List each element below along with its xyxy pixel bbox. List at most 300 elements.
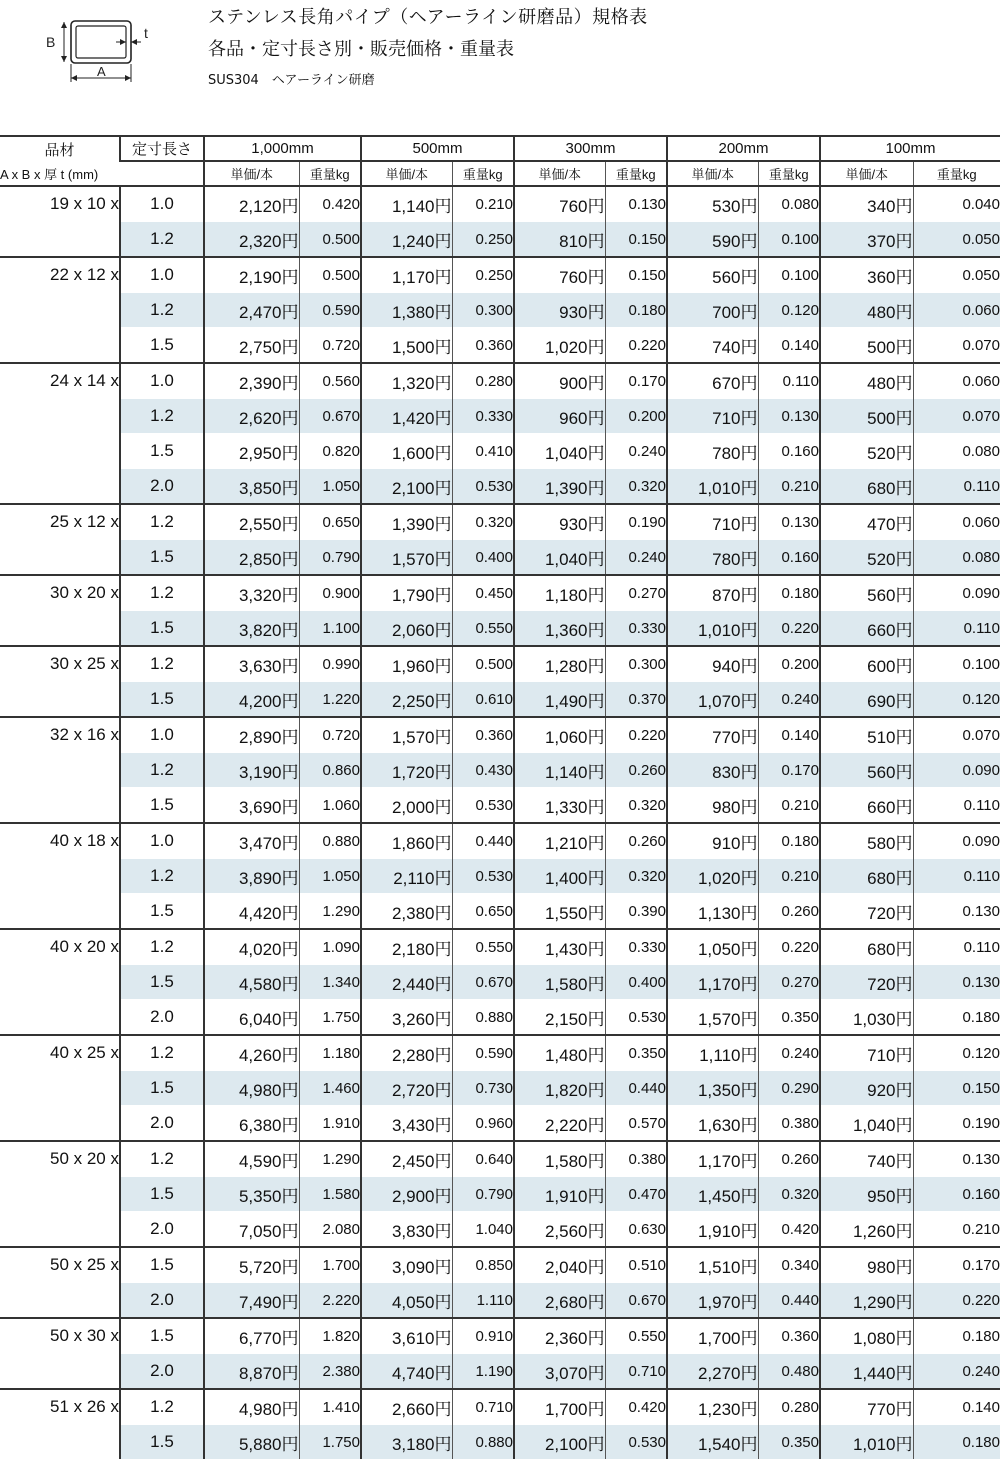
weight-cell: 0.370: [605, 682, 667, 718]
table-row: [0, 788, 1000, 824]
weight-cell: 0.130: [758, 399, 820, 434]
weight-cell: 0.820: [299, 434, 361, 469]
weight-cell: 0.720: [299, 717, 361, 753]
table-row: [0, 257, 1000, 293]
col-material-header: 品材: [0, 136, 120, 161]
table-row: [0, 504, 1000, 540]
weight-cell: 1.580: [299, 1177, 361, 1212]
table-row: [0, 1141, 1000, 1177]
weight-cell: 0.360: [452, 717, 514, 753]
price-cell: 1,480円: [514, 1035, 605, 1071]
thickness-cell: 1.2: [120, 293, 204, 328]
price-cell: 680円: [820, 859, 913, 894]
price-header: 単価/本: [204, 161, 299, 186]
thickness-cell: 2.0: [120, 1354, 204, 1390]
price-cell: 3,180円: [361, 1425, 452, 1460]
weight-cell: 0.100: [913, 646, 1000, 682]
weight-cell: 0.990: [299, 646, 361, 682]
weight-cell: 0.550: [452, 611, 514, 647]
weight-cell: 0.140: [758, 717, 820, 753]
weight-cell: 1.410: [299, 1389, 361, 1425]
price-cell: 1,170円: [667, 965, 758, 1000]
price-cell: 1,130円: [667, 894, 758, 930]
table-row: [0, 434, 1000, 469]
weight-cell: 0.320: [605, 788, 667, 824]
price-cell: 2,110円: [361, 859, 452, 894]
price-cell: 930円: [514, 504, 605, 540]
price-cell: 4,980円: [204, 1071, 299, 1106]
weight-cell: 0.330: [605, 929, 667, 965]
weight-cell: 0.400: [452, 540, 514, 576]
weight-cell: 0.160: [913, 1177, 1000, 1212]
price-cell: 8,870円: [204, 1354, 299, 1390]
table-row: [0, 1354, 1000, 1390]
price-cell: 950円: [820, 1177, 913, 1212]
weight-cell: 1.910: [299, 1106, 361, 1142]
weight-cell: 0.240: [913, 1354, 1000, 1390]
weight-cell: 0.130: [913, 894, 1000, 930]
header-row-lengths: [0, 136, 1000, 161]
price-cell: 480円: [820, 363, 913, 399]
weight-cell: 0.160: [758, 434, 820, 469]
weight-cell: 1.460: [299, 1071, 361, 1106]
price-cell: 2,850円: [204, 540, 299, 576]
weight-cell: 0.470: [605, 1177, 667, 1212]
price-cell: 910円: [667, 823, 758, 859]
thickness-cell: 1.5: [120, 540, 204, 576]
price-cell: 810円: [514, 222, 605, 258]
weight-cell: 1.820: [299, 1318, 361, 1354]
material-note: SUS304 ヘアーライン研磨: [208, 73, 375, 88]
size-cell: 50 x 30 x: [0, 1318, 120, 1354]
price-cell: 1,020円: [667, 859, 758, 894]
weight-cell: 0.150: [605, 222, 667, 258]
price-cell: 1,570円: [667, 1000, 758, 1036]
size-cell: [0, 293, 120, 328]
weight-cell: 0.530: [452, 859, 514, 894]
price-cell: 3,890円: [204, 859, 299, 894]
weight-cell: 0.500: [299, 222, 361, 258]
price-cell: 580円: [820, 823, 913, 859]
table-row: [0, 1425, 1000, 1460]
length-header: 200mm: [667, 136, 820, 161]
price-cell: 1,040円: [514, 540, 605, 576]
price-cell: 690円: [820, 682, 913, 718]
thickness-cell: 1.2: [120, 1389, 204, 1425]
price-cell: 1,700円: [667, 1318, 758, 1354]
thickness-cell: 2.0: [120, 1000, 204, 1036]
size-cell: 40 x 25 x: [0, 1035, 120, 1071]
weight-cell: 0.280: [758, 1389, 820, 1425]
weight-cell: 0.130: [758, 504, 820, 540]
weight-cell: 2.220: [299, 1283, 361, 1319]
weight-cell: 0.240: [758, 682, 820, 718]
table-row: [0, 1389, 1000, 1425]
table-row: [0, 1318, 1000, 1354]
price-cell: 2,100円: [514, 1425, 605, 1460]
weight-cell: 0.130: [913, 965, 1000, 1000]
weight-cell: 0.910: [452, 1318, 514, 1354]
weight-cell: 0.220: [605, 717, 667, 753]
price-cell: 560円: [667, 257, 758, 293]
weight-cell: 0.530: [605, 1425, 667, 1460]
weight-cell: 0.170: [913, 1247, 1000, 1283]
weight-cell: 0.040: [913, 186, 1000, 222]
table-row: [0, 222, 1000, 258]
price-cell: 1,240円: [361, 222, 452, 258]
price-cell: 2,120円: [204, 186, 299, 222]
thickness-cell: 1.2: [120, 575, 204, 611]
price-cell: 5,720円: [204, 1247, 299, 1283]
price-cell: 1,420円: [361, 399, 452, 434]
weight-cell: 0.330: [452, 399, 514, 434]
weight-cell: 1.040: [452, 1212, 514, 1248]
table-row: [0, 894, 1000, 930]
weight-cell: 0.210: [452, 186, 514, 222]
weight-cell: 1.050: [299, 469, 361, 505]
price-cell: 720円: [820, 965, 913, 1000]
price-cell: 4,020円: [204, 929, 299, 965]
weight-cell: 0.630: [605, 1212, 667, 1248]
weight-cell: 0.350: [758, 1425, 820, 1460]
price-cell: 740円: [820, 1141, 913, 1177]
weight-cell: 0.240: [605, 434, 667, 469]
thickness-cell: 1.0: [120, 823, 204, 859]
weight-cell: 0.430: [452, 753, 514, 788]
price-cell: 520円: [820, 434, 913, 469]
weight-cell: 0.610: [452, 682, 514, 718]
thickness-cell: 1.0: [120, 363, 204, 399]
price-cell: 480円: [820, 293, 913, 328]
table-row: [0, 1283, 1000, 1319]
spec-table: [0, 135, 1000, 1459]
table-row: [0, 1212, 1000, 1248]
weight-header: 重量kg: [605, 161, 667, 186]
weight-cell: 0.130: [605, 186, 667, 222]
weight-cell: 0.270: [605, 575, 667, 611]
price-cell: 1,320円: [361, 363, 452, 399]
page-title: ステンレス長角パイプ（ヘアーライン研磨品）規格表: [208, 7, 648, 28]
price-cell: 4,200円: [204, 682, 299, 718]
weight-cell: 0.070: [913, 328, 1000, 364]
price-cell: 1,350円: [667, 1071, 758, 1106]
price-cell: 2,100円: [361, 469, 452, 505]
price-cell: 6,040円: [204, 1000, 299, 1036]
table-row: [0, 469, 1000, 505]
price-cell: 2,220円: [514, 1106, 605, 1142]
price-cell: 2,900円: [361, 1177, 452, 1212]
price-cell: 4,980円: [204, 1389, 299, 1425]
price-header: 単価/本: [514, 161, 605, 186]
size-cell: 24 x 14 x: [0, 363, 120, 399]
price-cell: 1,050円: [667, 929, 758, 965]
price-cell: 1,080円: [820, 1318, 913, 1354]
weight-cell: 0.880: [452, 1000, 514, 1036]
weight-cell: 0.090: [913, 575, 1000, 611]
weight-cell: 1.290: [299, 894, 361, 930]
thickness-cell: 1.2: [120, 859, 204, 894]
weight-cell: 0.170: [605, 363, 667, 399]
weight-cell: 0.110: [913, 469, 1000, 505]
weight-cell: 0.130: [913, 1141, 1000, 1177]
size-cell: [0, 1106, 120, 1142]
price-cell: 740円: [667, 328, 758, 364]
price-cell: 500円: [820, 399, 913, 434]
thickness-cell: 1.5: [120, 894, 204, 930]
weight-cell: 0.790: [299, 540, 361, 576]
weight-cell: 0.200: [758, 646, 820, 682]
weight-cell: 0.320: [605, 859, 667, 894]
weight-cell: 1.750: [299, 1425, 361, 1460]
weight-cell: 1.180: [299, 1035, 361, 1071]
price-cell: 1,910円: [667, 1212, 758, 1248]
weight-cell: 0.210: [758, 788, 820, 824]
price-cell: 1,600円: [361, 434, 452, 469]
weight-cell: 0.060: [913, 504, 1000, 540]
price-cell: 1,360円: [514, 611, 605, 647]
table-row: [0, 611, 1000, 647]
weight-cell: 0.070: [913, 399, 1000, 434]
weight-cell: 1.190: [452, 1354, 514, 1390]
size-cell: [0, 1212, 120, 1248]
price-cell: 1,630円: [667, 1106, 758, 1142]
price-cell: 930円: [514, 293, 605, 328]
weight-cell: 0.530: [605, 1000, 667, 1036]
price-cell: 1,140円: [361, 186, 452, 222]
price-cell: 1,970円: [667, 1283, 758, 1319]
price-cell: 2,890円: [204, 717, 299, 753]
thickness-cell: 1.2: [120, 646, 204, 682]
price-cell: 920円: [820, 1071, 913, 1106]
price-cell: 2,040円: [514, 1247, 605, 1283]
price-cell: 1,400円: [514, 859, 605, 894]
weight-cell: 0.150: [913, 1071, 1000, 1106]
weight-cell: 0.080: [913, 540, 1000, 576]
size-cell: 22 x 12 x: [0, 257, 120, 293]
price-cell: 1,280円: [514, 646, 605, 682]
weight-cell: 0.570: [605, 1106, 667, 1142]
price-cell: 4,590円: [204, 1141, 299, 1177]
size-cell: 50 x 25 x: [0, 1247, 120, 1283]
weight-header: 重量kg: [452, 161, 514, 186]
price-cell: 4,420円: [204, 894, 299, 930]
thickness-cell: 1.5: [120, 965, 204, 1000]
price-cell: 6,770円: [204, 1318, 299, 1354]
table-row: [0, 540, 1000, 576]
price-cell: 2,750円: [204, 328, 299, 364]
price-cell: 3,070円: [514, 1354, 605, 1390]
weight-cell: 0.290: [758, 1071, 820, 1106]
price-cell: 2,720円: [361, 1071, 452, 1106]
weight-cell: 0.360: [452, 328, 514, 364]
weight-cell: 0.650: [299, 504, 361, 540]
weight-cell: 0.400: [605, 965, 667, 1000]
weight-cell: 0.500: [452, 646, 514, 682]
price-cell: 560円: [820, 575, 913, 611]
price-cell: 1,390円: [361, 504, 452, 540]
weight-cell: 1.290: [299, 1141, 361, 1177]
price-cell: 2,560円: [514, 1212, 605, 1248]
weight-cell: 0.560: [299, 363, 361, 399]
price-cell: 2,440円: [361, 965, 452, 1000]
price-cell: 830円: [667, 753, 758, 788]
weight-cell: 0.260: [758, 1141, 820, 1177]
price-cell: 2,380円: [361, 894, 452, 930]
price-cell: 1,720円: [361, 753, 452, 788]
price-cell: 3,470円: [204, 823, 299, 859]
weight-cell: 1.090: [299, 929, 361, 965]
price-cell: 2,950円: [204, 434, 299, 469]
weight-cell: 1.340: [299, 965, 361, 1000]
price-cell: 4,740円: [361, 1354, 452, 1390]
price-cell: 5,350円: [204, 1177, 299, 1212]
thickness-cell: 1.0: [120, 717, 204, 753]
table-row: [0, 1000, 1000, 1036]
header-row-units: [0, 161, 1000, 186]
weight-cell: 2.380: [299, 1354, 361, 1390]
weight-cell: 0.420: [605, 1389, 667, 1425]
weight-cell: 0.120: [913, 682, 1000, 718]
weight-cell: 0.530: [452, 469, 514, 505]
size-cell: [0, 1354, 120, 1390]
price-cell: 520円: [820, 540, 913, 576]
weight-cell: 0.260: [605, 823, 667, 859]
price-cell: 2,550円: [204, 504, 299, 540]
price-cell: 1,230円: [667, 1389, 758, 1425]
size-cell: 30 x 20 x: [0, 575, 120, 611]
weight-cell: 0.060: [913, 363, 1000, 399]
price-cell: 2,150円: [514, 1000, 605, 1036]
price-cell: 780円: [667, 434, 758, 469]
price-header: 単価/本: [820, 161, 913, 186]
price-cell: 980円: [667, 788, 758, 824]
weight-cell: 0.210: [913, 1212, 1000, 1248]
weight-cell: 0.360: [758, 1318, 820, 1354]
price-cell: 1,140円: [514, 753, 605, 788]
weight-cell: 0.100: [758, 222, 820, 258]
thickness-cell: 1.2: [120, 399, 204, 434]
price-cell: 1,060円: [514, 717, 605, 753]
price-cell: 370円: [820, 222, 913, 258]
price-cell: 560円: [820, 753, 913, 788]
price-cell: 360円: [820, 257, 913, 293]
table-row: [0, 1071, 1000, 1106]
price-cell: 530円: [667, 186, 758, 222]
table-row: [0, 965, 1000, 1000]
table-row: [0, 1035, 1000, 1071]
price-cell: 770円: [820, 1389, 913, 1425]
size-cell: 30 x 25 x: [0, 646, 120, 682]
table-row: [0, 363, 1000, 399]
price-cell: 940円: [667, 646, 758, 682]
thickness-cell: 1.5: [120, 788, 204, 824]
weight-cell: 0.120: [758, 293, 820, 328]
weight-cell: 0.670: [452, 965, 514, 1000]
weight-cell: 1.100: [299, 611, 361, 647]
price-cell: 1,380円: [361, 293, 452, 328]
price-cell: 1,580円: [514, 1141, 605, 1177]
price-cell: 1,540円: [667, 1425, 758, 1460]
price-cell: 1,010円: [667, 469, 758, 505]
weight-cell: 0.180: [913, 1318, 1000, 1354]
price-header: 単価/本: [667, 161, 758, 186]
weight-cell: 1.050: [299, 859, 361, 894]
price-cell: 2,270円: [667, 1354, 758, 1390]
size-cell: [0, 894, 120, 930]
weight-cell: 0.110: [913, 859, 1000, 894]
price-cell: 710円: [667, 504, 758, 540]
table-row: [0, 575, 1000, 611]
label-t: t: [144, 25, 148, 41]
weight-cell: 0.500: [299, 257, 361, 293]
price-cell: 2,000円: [361, 788, 452, 824]
weight-cell: 0.140: [913, 1389, 1000, 1425]
size-cell: [0, 1071, 120, 1106]
weight-cell: 0.070: [913, 717, 1000, 753]
price-cell: 1,210円: [514, 823, 605, 859]
size-cell: [0, 328, 120, 364]
price-cell: 700円: [667, 293, 758, 328]
weight-cell: 0.180: [605, 293, 667, 328]
price-cell: 3,320円: [204, 575, 299, 611]
size-cell: 40 x 20 x: [0, 929, 120, 965]
weight-cell: 0.350: [605, 1035, 667, 1071]
weight-cell: 0.960: [452, 1106, 514, 1142]
price-cell: 1,330円: [514, 788, 605, 824]
length-header: 500mm: [361, 136, 514, 161]
price-cell: 500円: [820, 328, 913, 364]
price-cell: 960円: [514, 399, 605, 434]
size-cell: [0, 965, 120, 1000]
price-cell: 660円: [820, 788, 913, 824]
price-cell: 7,050円: [204, 1212, 299, 1248]
price-cell: 2,280円: [361, 1035, 452, 1071]
thickness-cell: 1.2: [120, 929, 204, 965]
weight-cell: 0.590: [452, 1035, 514, 1071]
weight-cell: 1.060: [299, 788, 361, 824]
price-cell: 1,790円: [361, 575, 452, 611]
price-cell: 900円: [514, 363, 605, 399]
price-cell: 3,090円: [361, 1247, 452, 1283]
thickness-cell: 2.0: [120, 469, 204, 505]
price-cell: 2,060円: [361, 611, 452, 647]
price-cell: 770円: [667, 717, 758, 753]
weight-cell: 0.250: [452, 222, 514, 258]
thickness-cell: 1.5: [120, 1177, 204, 1212]
price-cell: 1,580円: [514, 965, 605, 1000]
thickness-cell: 2.0: [120, 1283, 204, 1319]
price-cell: 680円: [820, 469, 913, 505]
weight-cell: 0.710: [605, 1354, 667, 1390]
price-cell: 4,050円: [361, 1283, 452, 1319]
price-cell: 1,010円: [667, 611, 758, 647]
weight-cell: 0.590: [299, 293, 361, 328]
price-cell: 1,020円: [514, 328, 605, 364]
col-size-header: A x B x 厚 t (mm): [0, 161, 204, 186]
price-cell: 1,040円: [514, 434, 605, 469]
weight-cell: 0.220: [913, 1283, 1000, 1319]
price-cell: 2,680円: [514, 1283, 605, 1319]
thickness-cell: 1.5: [120, 434, 204, 469]
weight-cell: 0.320: [605, 469, 667, 505]
weight-cell: 0.280: [452, 363, 514, 399]
price-cell: 3,830円: [361, 1212, 452, 1248]
weight-cell: 0.300: [452, 293, 514, 328]
table-row: [0, 823, 1000, 859]
weight-cell: 0.900: [299, 575, 361, 611]
size-cell: [0, 1177, 120, 1212]
weight-cell: 0.390: [605, 894, 667, 930]
